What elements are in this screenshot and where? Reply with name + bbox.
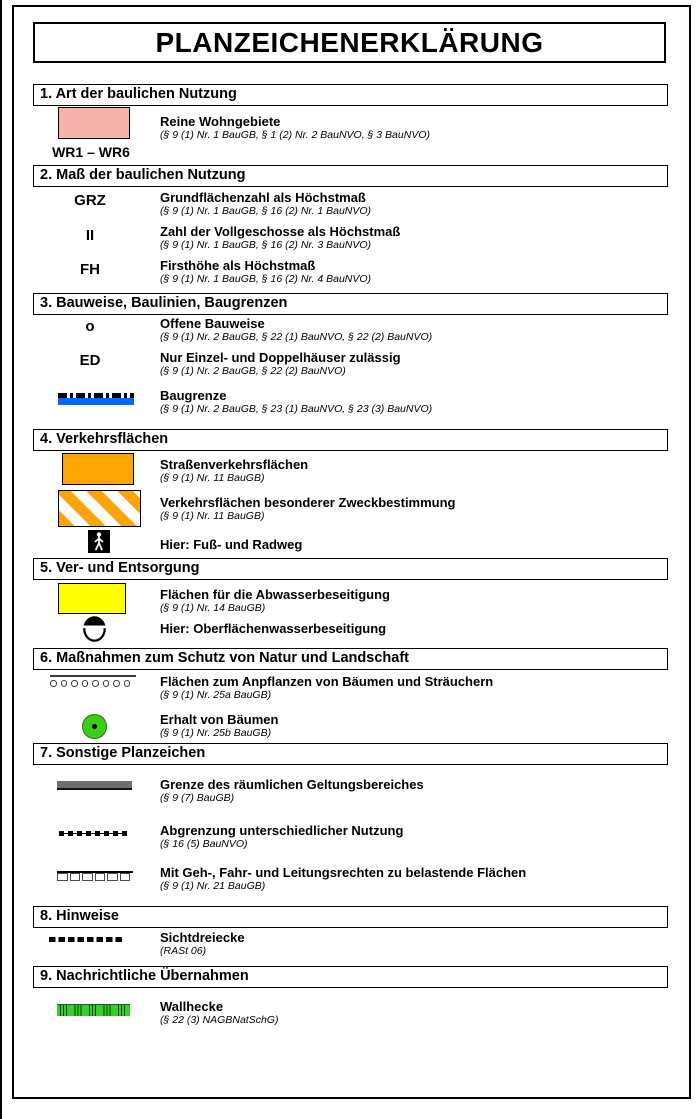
legend-item-ref: (§ 9 (1) Nr. 14 BauGB) <box>160 602 266 614</box>
legend-item-ref: (§ 9 (7) BauGB) <box>160 792 235 804</box>
legend-item-text <box>160 537 660 552</box>
section-header-7 <box>33 743 668 765</box>
grz-symbol: GRZ <box>74 192 106 209</box>
blue-dash-dot-line <box>58 393 134 405</box>
legend-item-title: Mit Geh-, Fahr- und Leitungsrechten zu belastende Flächen <box>160 865 527 880</box>
ed-symbol: ED <box>79 352 101 369</box>
legend-item-text <box>160 114 660 142</box>
section-header-2 <box>33 165 668 187</box>
legend-item-text <box>160 865 660 893</box>
open-construction-symbol: o <box>85 318 95 335</box>
section-header-3 <box>33 293 668 315</box>
legend-item-text <box>160 930 660 958</box>
legend-item-ref: (§ 9 (1) Nr. 2 BauGB, § 22 (2) BauNVO) <box>160 365 346 377</box>
legend-item-text <box>160 621 660 636</box>
section-header-5 <box>33 558 668 580</box>
legend-item-ref: (§ 9 (1) Nr. 2 BauGB, § 22 (1) BauNVO, § 22 (2) BauNVO) <box>160 331 433 343</box>
legend-item-title: Nur Einzel- und Doppelhäuser zulässig <box>160 350 401 365</box>
legend-item-text <box>160 350 660 378</box>
legend-item-ref: (§ 9 (1) Nr. 1 BauGB, § 16 (2) Nr. 4 BauNVO) <box>160 273 372 285</box>
section-header-1 <box>33 84 668 106</box>
legend-item-ref: (§ 16 (5) BauNVO) <box>160 838 248 850</box>
legend-item-ref: (§ 9 (1) Nr. 2 BauGB, § 23 (1) BauNVO, § 23 (3) BauNVO) <box>160 403 433 415</box>
legend-item-ref: (§ 9 (1) Nr. 1 BauGB, § 16 (2) Nr. 3 BauNVO) <box>160 239 372 251</box>
section-header-label: 4. Verkehrsflächen <box>40 431 169 447</box>
easement-squares <box>57 873 133 881</box>
storeys-symbol: II <box>85 227 95 244</box>
section-header-8 <box>33 906 668 928</box>
legend-item-title: Straßenverkehrsflächen <box>160 457 309 472</box>
legend-item-text <box>160 674 660 702</box>
legend-item-title: Sichtdreiecke <box>160 930 245 945</box>
legend-item-ref: (§ 9 (1) Nr. 1 BauGB, § 16 (2) Nr. 1 BauNVO) <box>160 205 372 217</box>
square-row-line <box>57 871 133 881</box>
legend-item-ref: (§ 9 (1) Nr. 25a BauGB) <box>160 689 272 701</box>
legend-item-ref: (§ 9 (1) Nr. 21 BauGB) <box>160 880 266 892</box>
legend-item-ref: (§ 22 (3) NAGBNatSchG) <box>160 1014 279 1026</box>
legend-item-title: Flächen für die Abwasserbeseitigung <box>160 587 390 602</box>
legend-item-title: Firsthöhe als Höchstmaß <box>160 258 316 273</box>
section-header-label: 5. Ver- und Entsorgung <box>40 560 200 576</box>
legend-item-text <box>160 999 660 1027</box>
legend-item-title: Offene Bauweise <box>160 316 265 331</box>
legend-item-text <box>160 190 660 218</box>
legend-item-title: Reine Wohngebiete <box>160 114 281 129</box>
legend-item-title: Verkehrsflächen besonderer Zweckbestimmung <box>160 495 456 510</box>
gray-boundary-bar <box>57 781 132 790</box>
legend-item-text <box>160 823 660 851</box>
planting-circles <box>50 680 136 687</box>
page-title: PLANZEICHENERKLÄRUNG <box>155 26 544 58</box>
section-header-label: 3. Bauweise, Baulinien, Baugrenzen <box>40 295 288 311</box>
legend-item-title: Zahl der Vollgeschosse als Höchstmaß <box>160 224 401 239</box>
section-header-label: 2. Maß der baulichen Nutzung <box>40 167 246 183</box>
half-filled-circle-icon <box>83 616 106 642</box>
legend-item-title: Hier: Oberflächenwasserbeseitigung <box>160 621 387 636</box>
legend-item-text <box>160 457 660 485</box>
legend-item-text <box>160 495 660 523</box>
section-header-9 <box>33 966 668 988</box>
scan-edge <box>0 0 2 1119</box>
section-header-label: 9. Nachrichtliche Übernahmen <box>40 968 249 984</box>
legend-item-title: Hier: Fuß- und Radweg <box>160 537 303 552</box>
planting-strip-line <box>50 675 136 677</box>
pink-area-swatch <box>58 107 130 139</box>
legend-item-ref: (§ 9 (1) Nr. 25b BauGB) <box>160 727 272 739</box>
green-tree-circle-icon <box>82 714 107 739</box>
section-header-6 <box>33 648 668 670</box>
legend-item-text <box>160 587 660 615</box>
legend-item-title: Abgrenzung unterschiedlicher Nutzung <box>160 823 404 838</box>
boundary-dots <box>59 829 127 836</box>
legend-item-text <box>160 388 660 416</box>
legend-item-text <box>160 316 660 344</box>
legend-item-title: Wallhecke <box>160 999 224 1014</box>
legend-item-text <box>160 712 660 740</box>
black-dashed-line <box>49 937 123 942</box>
section-header-label: 8. Hinweise <box>40 908 119 924</box>
orange-area-swatch <box>62 453 134 485</box>
fh-symbol: FH <box>80 261 100 278</box>
page-title-box <box>33 22 666 63</box>
orange-striped-swatch <box>58 490 141 527</box>
legend-item-text <box>160 777 660 805</box>
legend-item-title: Grenze des räumlichen Geltungsbereiches <box>160 777 424 792</box>
section-header-4 <box>33 429 668 451</box>
yellow-area-swatch <box>58 583 126 614</box>
circle-row-line <box>50 675 136 687</box>
legend-item-title: Flächen zum Anpflanzen von Bäumen und Sträuchern <box>160 674 494 689</box>
green-hatched-bar <box>57 1004 130 1016</box>
legend-item-title: Grundflächenzahl als Höchstmaß <box>160 190 366 205</box>
baugrenze-blue-bar <box>58 398 134 406</box>
section-header-label: 1. Art der baulichen Nutzung <box>40 86 237 102</box>
legend-item-text <box>160 258 660 286</box>
section-header-label: 6. Maßnahmen zum Schutz von Natur und Landschaft <box>40 650 409 666</box>
legend-item-ref: (§ 9 (1) Nr. 1 BauGB, § 1 (2) Nr. 2 BauNVO, § 3 BauNVO) <box>160 129 430 141</box>
legend-item-title: Baugrenze <box>160 388 227 403</box>
legend-item-ref: (RASt 06) <box>160 945 207 957</box>
section-header-label: 7. Sonstige Planzeichen <box>40 745 206 761</box>
dotted-boundary-line <box>59 829 127 838</box>
legend-item-text <box>160 224 660 252</box>
legend-item-ref: (§ 9 (1) Nr. 11 BauGB) <box>160 510 265 522</box>
legend-item-ref: (§ 9 (1) Nr. 11 BauGB) <box>160 472 265 484</box>
pedestrian-icon <box>88 530 110 553</box>
legend-item-title: Erhalt von Bäumen <box>160 712 279 727</box>
wr-zone-label: WR1 – WR6 <box>52 144 130 160</box>
